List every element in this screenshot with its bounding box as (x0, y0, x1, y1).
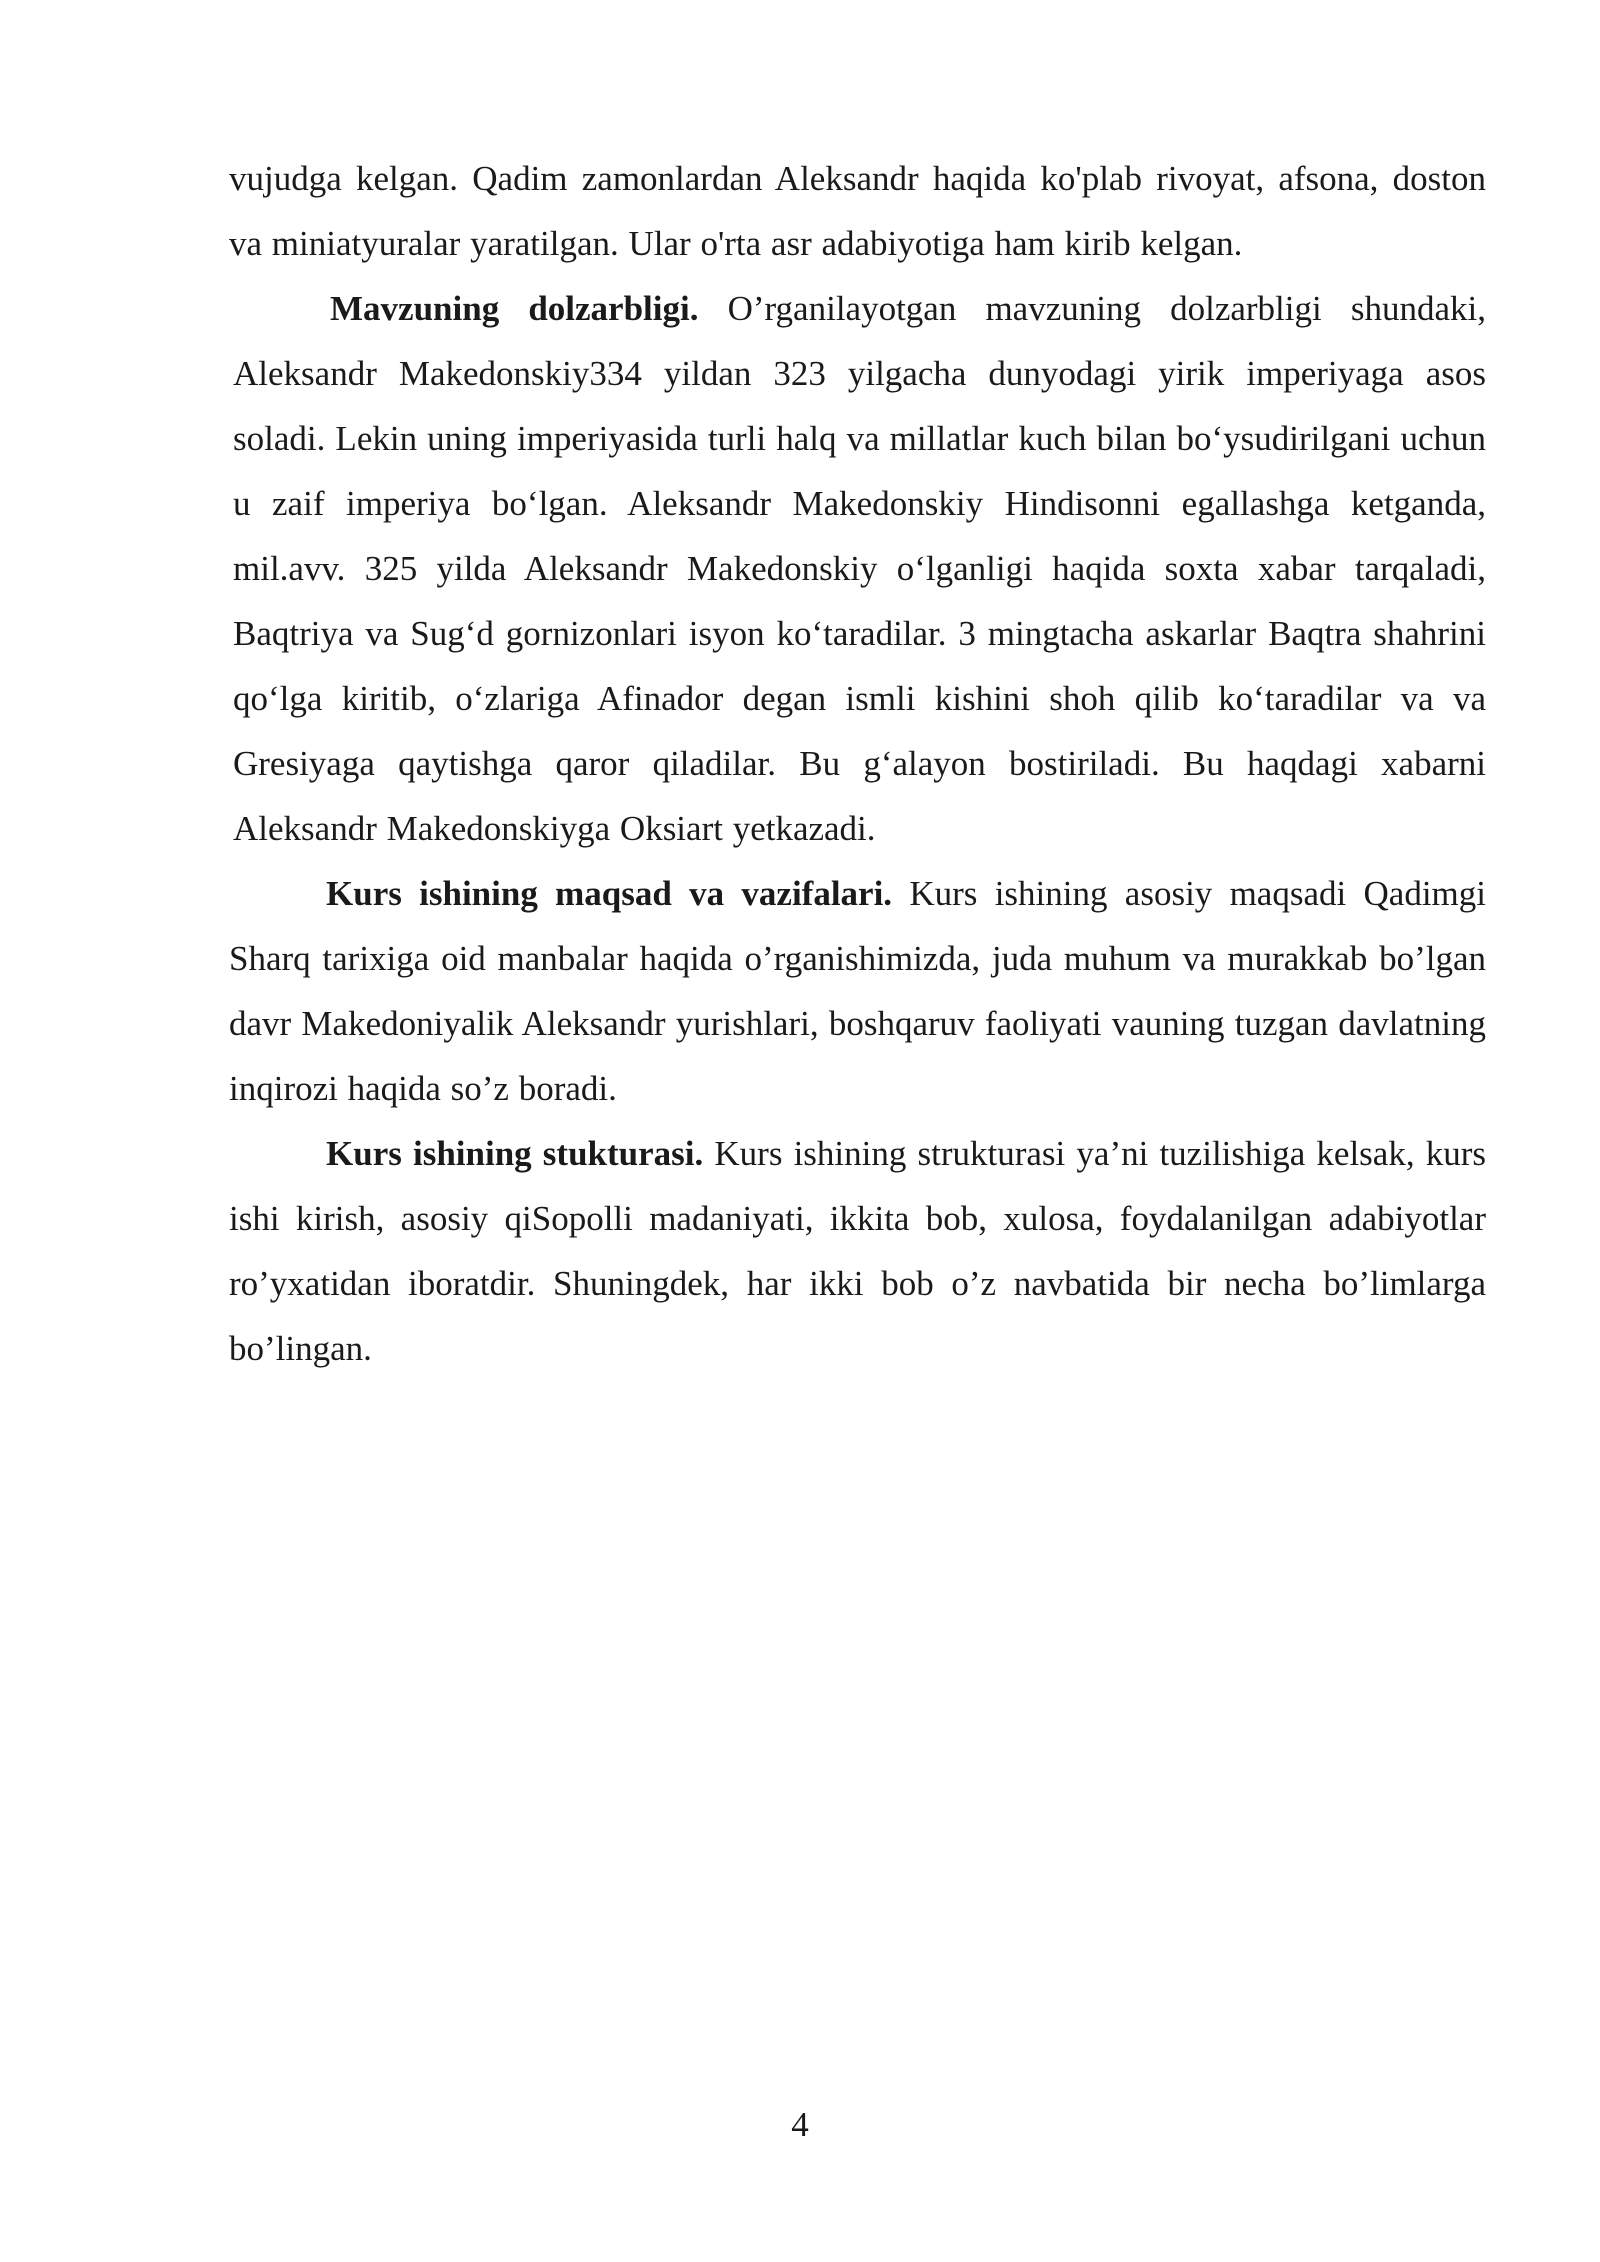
paragraph-text: O’rganilayotgan mavzuning dolzarbligi shundaki, Aleksandr Makedonskiy334 yildan 323 yilgacha dunyodagi yirik imperiyaga asos soladi. Lekin uning imperiyasida turli halq va millatlar kuch bilan bo‘ysudirilgani uchun u zaif imperiya bo‘lgan. Aleksandr Makedonskiy Hindisonni egallashga ketganda, mil.avv. 325 yilda Aleksandr Makedonskiy o‘lganligi haqida soxta xabar tarqaladi, Baqtriya va Sug‘d gornizonlari isyon ko‘taradilar. 3 mingtacha askarlar Baqtra shahrini qo‘lga kiritib, o‘zlariga Afinador degan ismli kishini shoh qilib ko‘taradilar va va Gresiyaga qaytishga qaror qiladilar. Bu g‘alayon bostiriladi. Bu haqdagi xabarni Aleksandr Makedonskiyga Oksiart yetkazadi. (233, 289, 1486, 848)
paragraph-structure (229, 1121, 1486, 1381)
paragraph-text: Kurs ishining asosiy maqsadi Qadimgi Sharq tarixiga oid manbalar haqida o’rganishimizda, juda muhum va murakkab bo’lgan davr Makedoniyalik Aleksandr yurishlari, boshqaruv faoliyati vauning tuzgan davlatning inqirozi haqida so’z boradi. (229, 874, 1486, 1108)
paragraph-intro-continuation (229, 146, 1486, 276)
paragraph-relevance (229, 276, 1486, 861)
paragraph-text: Kurs ishining strukturasi ya’ni tuzilishiga kelsak, kurs ishi kirish, asosiy qiSopolli madaniyati, ikkita bob, xulosa, foydalanilgan adabiyotlar ro’yxatidan iboratdir. Shuningdek, har ikki bob o’z navbatida bir necha bo’limlarga bo’lingan. (229, 1134, 1486, 1368)
paragraph-text: vujudga kelgan. Qadim zamonlardan Aleksandr haqida ko'plab rivoyat, afsona, doston va miniatyuralar yaratilgan. Ular o'rta asr adabiyotiga ham kirib kelgan. (229, 159, 1486, 263)
page-body (229, 146, 1486, 1381)
section-heading-relevance: Mavzuning dolzarbligi. (330, 289, 699, 328)
section-heading-goals: Kurs ishining maqsad va vazifalari. (326, 874, 893, 913)
paragraph-goals (229, 861, 1486, 1121)
page-number: 4 (791, 2105, 809, 2144)
section-heading-structure: Kurs ishining stukturasi. (326, 1134, 704, 1173)
